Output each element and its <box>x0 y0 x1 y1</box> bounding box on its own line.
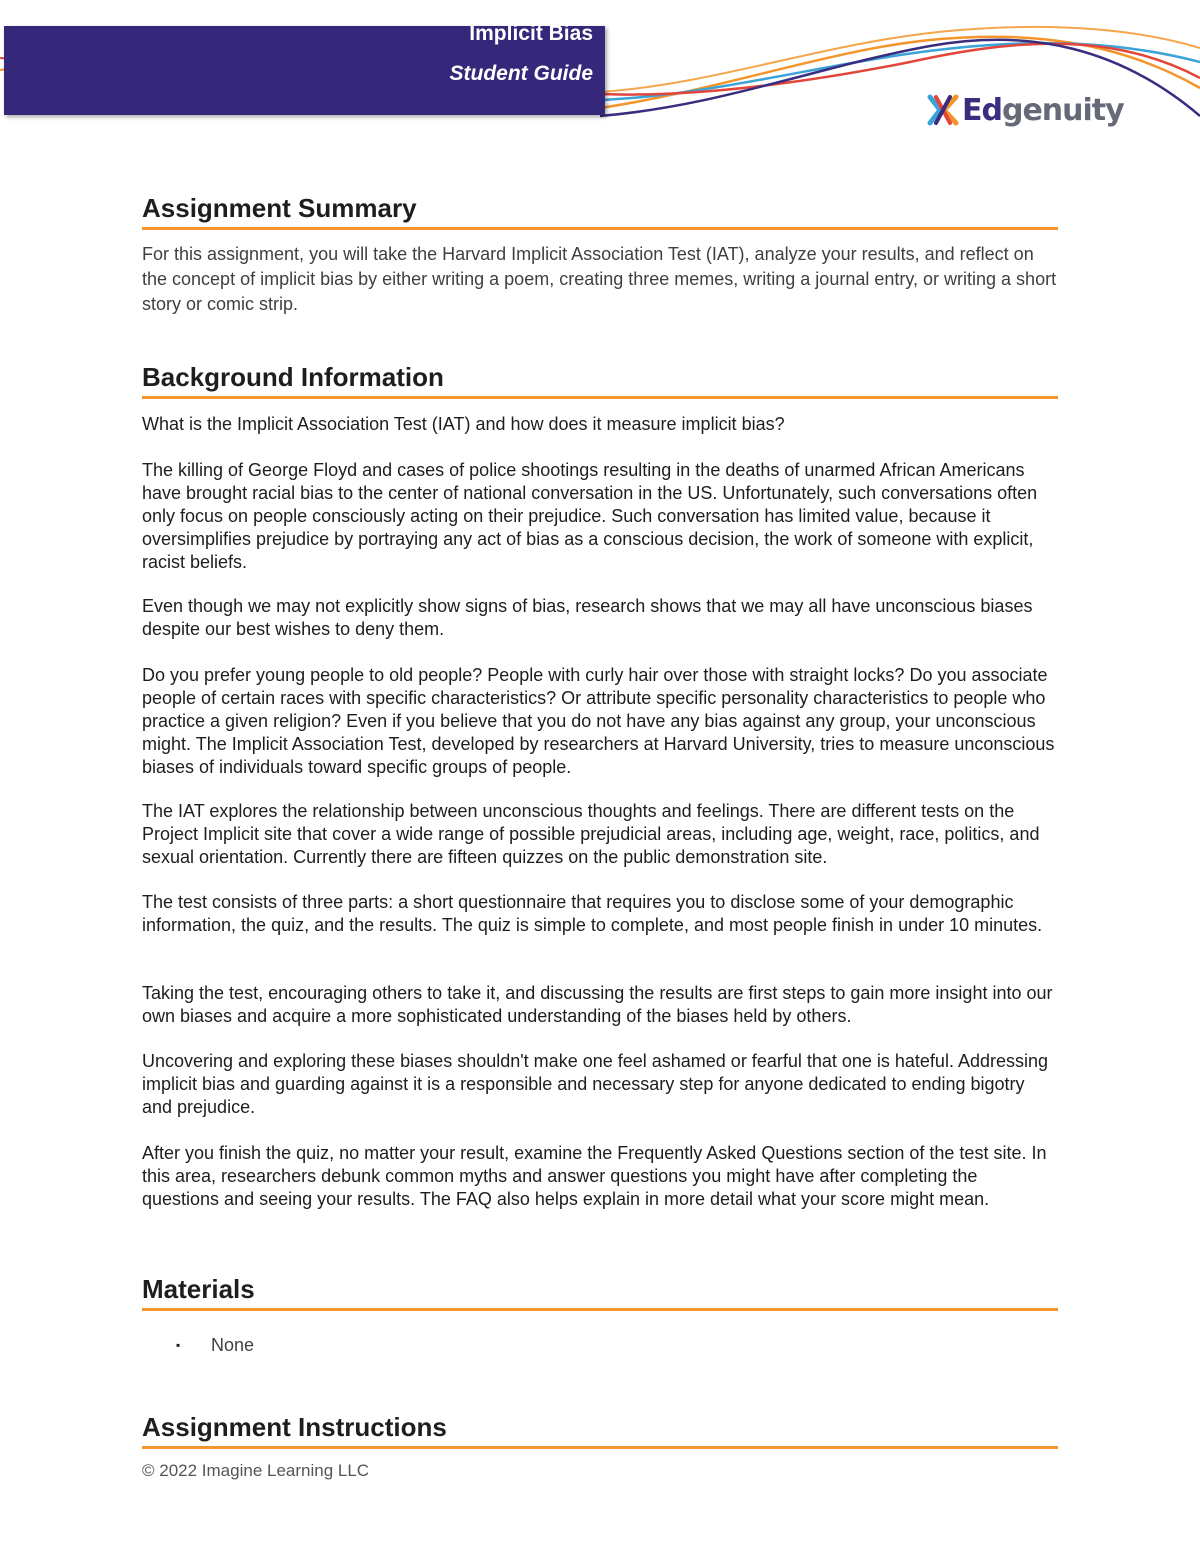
guide-type-label: Student Guide <box>449 62 593 85</box>
footer-copyright: © 2022 Imagine Learning LLC <box>142 1461 370 1480</box>
background-paragraph-8: Uncovering and exploring these biases shouldn't make one feel ashamed or fearful that one is hateful. Addressing implicit bias and guarding against it is a responsible and necessary step for anyone dedicated to ending bigotry and prejudice. <box>142 1051 1049 1117</box>
edgenuity-x-icon <box>926 93 960 127</box>
course-title: Implicit Bias <box>469 22 593 45</box>
materials-list <box>142 1334 254 1357</box>
header-banner <box>4 22 605 115</box>
materials-heading: Materials <box>142 1273 1058 1311</box>
wave-orange-right-2 <box>600 27 1200 92</box>
brand-name <box>962 93 1124 128</box>
assignment-instructions-heading: Assignment Instructions <box>142 1411 1058 1449</box>
background-paragraph-9: After you finish the quiz, no matter your result, examine the Frequently Asked Questions section of the test site. In this area, researchers debunk common myths and answer questions you might have after completing the questions and seeing your results. The FAQ also helps explain in more detail what your score might mean. <box>142 1143 1047 1209</box>
background-paragraph-2: The killing of George Floyd and cases of police shootings resulting in the deaths of unarmed African Americans have brought racial bias to the center of national conversation in the US. Unfortunately, such conversations often only focus on people consciously acting on their prejudice. Such conversation has limited value, because it oversimplifies prejudice by portraying any act of bias as a conscious decision, the work of someone with explicit, racist beliefs. <box>142 460 1038 572</box>
assignment-summary-heading: Assignment Summary <box>142 192 1058 230</box>
background-paragraph-3: Even though we may not explicitly show signs of bias, research shows that we may all have unconscious biases despite our best wishes to deny them. <box>142 596 1033 639</box>
background-information-heading: Background Information <box>142 361 1058 399</box>
brand-name-prefix: Ed <box>962 92 1002 128</box>
background-paragraph-4: Do you prefer young people to old people? People with curly hair over those with straight locks? Do you associate people of certain races with specific characteristics? Or attribute specific personality characteristics to people who practice a given religion? Even if you believe that you do not have any bias against any group, your unconscious might. The Implicit Association Test, developed by researchers at Harvard University, tries to measure unconscious biases of individuals toward specific groups of people. <box>142 665 1055 777</box>
background-paragraph-7: Taking the test, encouraging others to take it, and discussing the results are first steps to gain more insight into our own biases and acquire a more sophisticated understanding of the biases held by others. <box>142 983 1053 1026</box>
edgenuity-logo <box>926 90 1124 130</box>
background-paragraph-6: The test consists of three parts: a short questionnaire that requires you to disclose some of your demographic information, the quiz, and the results. The quiz is simple to complete, and most people finish in under 10 minutes. <box>142 892 1043 935</box>
materials-list-item: ▪ None <box>142 1334 254 1357</box>
background-paragraph-1: What is the Implicit Association Test (IAT) and how does it measure implicit bias? <box>142 414 785 434</box>
assignment-summary-text: For this assignment, you will take the Harvard Implicit Association Test (IAT), analyze your results, and reflect on the concept of implicit bias by either writing a poem, creating three memes, writing a journal entry, or writing a short story or comic strip. <box>142 244 1057 314</box>
background-paragraph-5: The IAT explores the relationship between unconscious thoughts and feelings. There are different tests on the Project Implicit site that cover a wide range of possible prejudicial areas, including age, weight, race, politics, and sexual orientation. Currently there are fifteen quizzes on the public demonstration site. <box>142 801 1040 867</box>
brand-name-suffix: genuity <box>1001 92 1124 128</box>
